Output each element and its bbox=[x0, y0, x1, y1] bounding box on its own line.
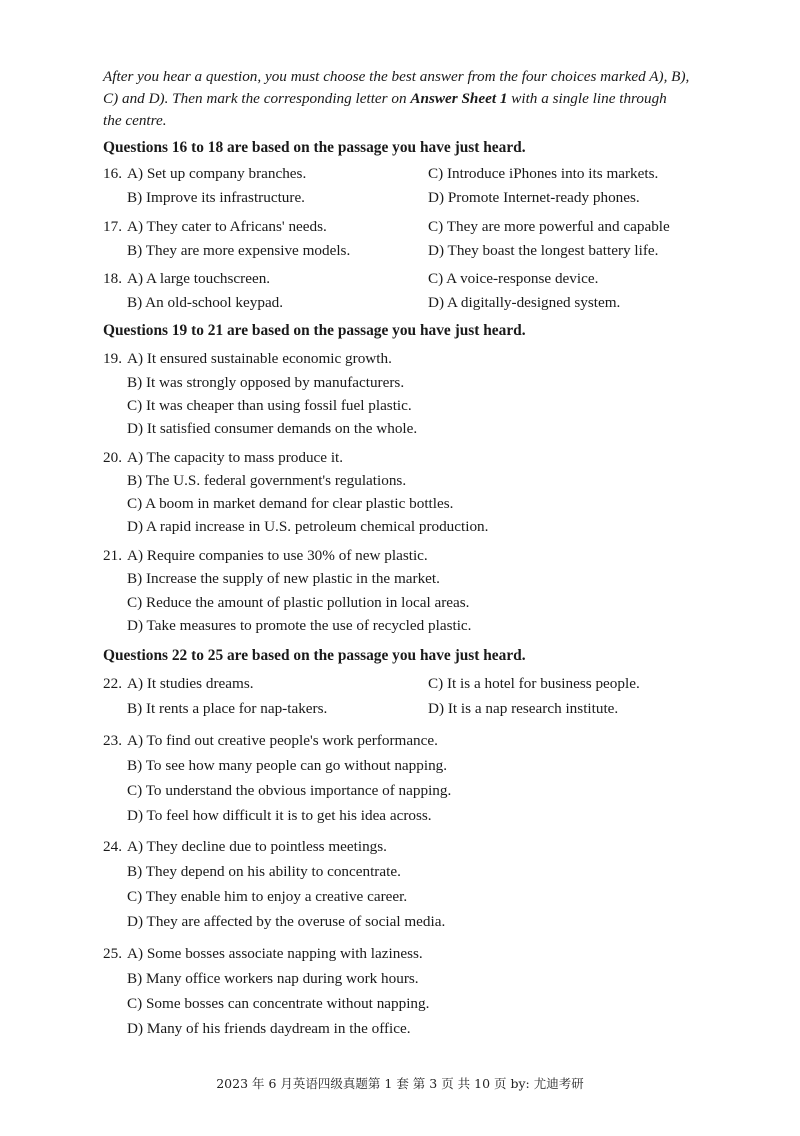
choice-19-d[interactable]: D) It satisfied consumer demands on the whole. bbox=[127, 420, 418, 437]
choice-22-d[interactable]: D) It is a nap research institute. bbox=[428, 700, 619, 717]
choice-18-a[interactable]: A) A large touchscreen. bbox=[127, 270, 271, 287]
choice-17-d[interactable]: D) They boast the longest battery life. bbox=[428, 242, 659, 259]
choice-22-c[interactable]: C) It is a hotel for business people. bbox=[428, 675, 640, 692]
answer-sheet-label: Answer Sheet 1 bbox=[410, 90, 508, 107]
choice-24-d[interactable]: D) They are affected by the overuse of social media. bbox=[127, 913, 446, 930]
choice-20-d[interactable]: D) A rapid increase in U.S. petroleum chemical production. bbox=[127, 518, 489, 535]
choice-18-d[interactable]: D) A digitally-designed system. bbox=[428, 294, 621, 311]
section-heading-22-25: Questions 22 to 25 are based on the passage you have just heard. bbox=[103, 647, 526, 664]
choice-21-a[interactable]: A) Require companies to use 30% of new plastic. bbox=[127, 547, 428, 564]
question-number: 21. bbox=[103, 547, 122, 564]
choice-21-c[interactable]: C) Reduce the amount of plastic pollution in local areas. bbox=[127, 594, 470, 611]
question-number: 22. bbox=[103, 675, 122, 692]
choice-25-c[interactable]: C) Some bosses can concentrate without napping. bbox=[127, 995, 430, 1012]
choice-23-d[interactable]: D) To feel how difficult it is to get his idea across. bbox=[127, 807, 432, 824]
choice-19-a[interactable]: A) It ensured sustainable economic growth. bbox=[127, 350, 392, 367]
choice-24-a[interactable]: A) They decline due to pointless meetings. bbox=[127, 838, 387, 855]
question-number: 20. bbox=[103, 449, 122, 466]
instructions-line-2: C) and D). Then mark the corresponding letter on Answer Sheet 1 with a single line through bbox=[103, 90, 667, 107]
choice-17-c[interactable]: C) They are more powerful and capable bbox=[428, 218, 670, 235]
choice-25-a[interactable]: A) Some bosses associate napping with laziness. bbox=[127, 945, 423, 962]
instructions bbox=[103, 66, 703, 132]
choice-20-c[interactable]: C) A boom in market demand for clear plastic bottles. bbox=[127, 495, 454, 512]
choice-17-a[interactable]: A) They cater to Africans' needs. bbox=[127, 218, 327, 235]
choice-16-c[interactable]: C) Introduce iPhones into its markets. bbox=[428, 165, 659, 182]
question-number: 23. bbox=[103, 732, 122, 749]
choice-21-b[interactable]: B) Increase the supply of new plastic in the market. bbox=[127, 570, 440, 587]
question-number: 24. bbox=[103, 838, 122, 855]
choice-17-b[interactable]: B) They are more expensive models. bbox=[127, 242, 351, 259]
question-number: 16. bbox=[103, 165, 122, 182]
choice-25-d[interactable]: D) Many of his friends daydream in the office. bbox=[127, 1020, 411, 1037]
choice-18-b[interactable]: B) An old-school keypad. bbox=[127, 294, 284, 311]
choice-20-a[interactable]: A) The capacity to mass produce it. bbox=[127, 449, 344, 466]
choice-18-c[interactable]: C) A voice-response device. bbox=[428, 270, 599, 287]
choice-20-b[interactable]: B) The U.S. federal government's regulations. bbox=[127, 472, 407, 489]
instructions-line-3: the centre. bbox=[103, 112, 167, 129]
choice-23-a[interactable]: A) To find out creative people's work performance. bbox=[127, 732, 438, 749]
choice-23-b[interactable]: B) To see how many people can go without napping. bbox=[127, 757, 448, 774]
question-number: 18. bbox=[103, 270, 122, 287]
instructions-line-1: After you hear a question, you must choose the best answer from the four choices marked A), B), bbox=[103, 68, 690, 85]
choice-23-c[interactable]: C) To understand the obvious importance of napping. bbox=[127, 782, 452, 799]
question-number: 19. bbox=[103, 350, 122, 367]
choice-22-b[interactable]: B) It rents a place for nap-takers. bbox=[127, 700, 328, 717]
choice-24-c[interactable]: C) They enable him to enjoy a creative career. bbox=[127, 888, 408, 905]
choice-19-b[interactable]: B) It was strongly opposed by manufacturers. bbox=[127, 374, 405, 391]
section-heading-19-21: Questions 19 to 21 are based on the passage you have just heard. bbox=[103, 322, 526, 339]
choice-16-a[interactable]: A) Set up company branches. bbox=[127, 165, 307, 182]
choice-21-d[interactable]: D) Take measures to promote the use of recycled plastic. bbox=[127, 617, 472, 634]
section-heading-16-18: Questions 16 to 18 are based on the passage you have just heard. bbox=[103, 139, 526, 156]
choice-25-b[interactable]: B) Many office workers nap during work hours. bbox=[127, 970, 419, 987]
page-footer: 2023 年 6 月英语四级真题第 1 套 第 3 页 共 10 页 by: 尤迪考研 bbox=[216, 1076, 584, 1091]
question-number: 17. bbox=[103, 218, 122, 235]
choice-22-a[interactable]: A) It studies dreams. bbox=[127, 675, 254, 692]
choice-19-c[interactable]: C) It was cheaper than using fossil fuel plastic. bbox=[127, 397, 412, 414]
choice-24-b[interactable]: B) They depend on his ability to concentrate. bbox=[127, 863, 401, 880]
question-number: 25. bbox=[103, 945, 122, 962]
choice-16-b[interactable]: B) Improve its infrastructure. bbox=[127, 189, 305, 206]
choice-16-d[interactable]: D) Promote Internet-ready phones. bbox=[428, 189, 640, 206]
